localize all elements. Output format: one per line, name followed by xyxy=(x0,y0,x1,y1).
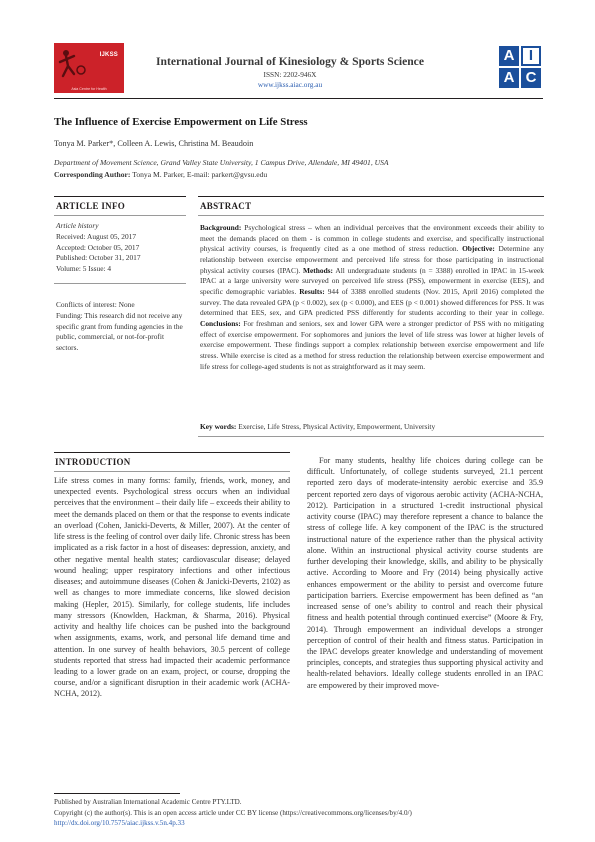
funding-statement: Funding: This research did not receive any specific grant from funding agencies in the public, commercial, or not-for-profit sectors. xyxy=(56,310,183,353)
article-info-heading-rule xyxy=(54,215,186,216)
affiliation: Department of Movement Science, Grand Valley State University, 1 Campus Drive, Allendale, MI 49401, USA xyxy=(54,158,389,167)
article-disclosures xyxy=(56,300,184,354)
aiac-logo-letter: A xyxy=(499,68,519,88)
results-text: 944 of 3388 enrolled students (Nov. 2015, April 2016) completed the survey. The data revealed GPA (p < 0.002), sex (p < 0.000), and EES (p < 0.001) showed differences for PSS. It was determined that EES, sex, and GPA predicted PSS differently for students according to their year in college. xyxy=(200,286,544,318)
journal-issn: ISSN: 2202-946X xyxy=(263,70,317,79)
intro-heading-rule xyxy=(54,471,290,472)
logo-subtext: Asia Centre for Health xyxy=(71,87,107,91)
article-info-heading: ARTICLE INFO xyxy=(56,201,126,211)
objective-label: Objective: xyxy=(462,244,495,254)
aiac-logo-letter: A xyxy=(499,46,519,66)
aiac-logo-letter: I xyxy=(521,46,541,66)
results-label: Results: xyxy=(299,286,325,296)
received-date: Received: August 05, 2017 xyxy=(56,231,137,241)
abstract-top-rule xyxy=(198,196,544,197)
background-text: Psychological stress – when an individual perceives that the environment exceeds their ability to meet the demands placed on them - is common in college students and exercise, and specifically instructional physical activity courses, is frequently cited as a one method of stress reduction. xyxy=(200,223,544,254)
journal-logo-left xyxy=(54,43,124,93)
footer xyxy=(54,797,412,829)
keywords xyxy=(200,422,544,431)
methods-label: Methods: xyxy=(303,265,334,275)
conflicts-of-interest: Conflicts of interest: None xyxy=(56,300,135,309)
keywords-text: Exercise, Life Stress, Physical Activity, Empowerment, University xyxy=(236,422,436,431)
intro-paragraph: Life stress comes in many forms: family, friends, work, money, and unexpected events. Psychological stress occurs when an individual perceives that the environment – their daily life – exceeds their ability to meet the demands placed on them or that the response to events indicate an overload (Cohen, Janicki-Deverts, & Miller, 2007). At the center of life stress is the feeling of control over daily life. Chronic stress has been implicated as a risk factor in a host of diseases: depression, anxiety, and other negative mental health states; cardiovascular disease; delayed wound healing; upper respiratory infections and other infectious diseases; and autoimmune diseases (Cohen & Janicki-Deverts, 2102) as well as changes to more immediate concerns, like slowed decision making (Hepler, 2015). Similarly, for college students, life includes many stressors (Knowlden, Hackman, & Sharma, 2016). Physical activity and healthy life choices can be pushed into the background when assignments, exams, work, and personal life demand time and attention. In one survey of health behaviors, 30.5 percent of college students reported that stress had impacted their academic performance leading to a lower grade on an exam, project, or course, dropping the course, and/or a significant disruption in their academic work (ACHA-NCHA, 2012). xyxy=(54,476,291,699)
volume-issue: Volume: 5 Issue: 4 xyxy=(56,264,112,274)
corresponding-label: Corresponding Author: xyxy=(54,170,131,179)
journal-title: International Journal of Kinesiology & Sports Science xyxy=(156,55,424,68)
journal-website-link[interactable]: www.ijkss.aiac.org.au xyxy=(257,80,323,89)
footer-rule xyxy=(54,793,180,794)
header-divider xyxy=(54,98,543,99)
accepted-date: Accepted: October 05, 2017 xyxy=(56,242,140,252)
author-list: Tonya M. Parker*, Colleen A. Lewis, Christina M. Beaudoin xyxy=(54,139,254,148)
conclusions-text: For freshman and seniors, sex and lower GPA were a stronger predictor of PSS with no mitigating effect of exercise empowerment. For sophomores and juniors the level of life stress was lower at higher levels of exercise empowerment. These findings support a complex relationship between exercise empowerment and life stress. While exercise is cited as a method for stress reduction the relationship between exercise empowerment and life stress for college-aged students is not as straightforward as it may seem. xyxy=(200,318,544,371)
methods-text: All undergraduate students (n = 3388) enrolled in IPAC in 15-week IPAC at a large university were surveyed on perceived life stress (PSS), empowerment in exercise (EES), and specific demographic variables. xyxy=(200,265,544,296)
article-history-label: Article history xyxy=(56,221,99,230)
abstract-body xyxy=(200,223,544,372)
intro-paragraph: For many students, healthy life choices during college can be difficult. Unfortunately, of college students surveyed, 21.1 percent reported zero days of moderate-intensity aerobic exercise and 35.9 percent reported zero days of vigorous aerobic activity (ACHA-NCHA, 2012). Participation in a structured 1-credit instructional physical activity course (IPAC) may therefore represent a chance to balance the stress of college life. A key component of the IPAC is the structured instructional nature of the experience rather than the physical activity alone. Within an instructional physical activity course students are further developing their knowledge, skills, and ability to be physically active. According to Moore and Fry (2014) being physically active enhances empowerment or the ability to persist and overcome future participation barriers. Exercise empowerment has been defined as “an increased sense of one’s ability to control and reach their physical fitness and health potential through continued exercise” (Moore & Fry, 2014). Through empowerment an individual develops a stronger perception of control of their health and fitness status. Participation in the IPAC develops greater knowledge and understanding of movement principles, concepts, and strategies thus supporting physical activity and health-related behaviors. Ideally college students enrolled in an IPAC are empowered by their improved move- xyxy=(307,456,543,690)
background-label: Background: xyxy=(200,223,242,232)
body-column-right xyxy=(307,455,543,691)
keywords-label: Key words: xyxy=(200,422,237,431)
conclusions-label: Conclusions: xyxy=(200,318,241,328)
corresponding-text: Tonya M. Parker, E-mail: parkert@gvsu.edu xyxy=(130,170,268,179)
body-column-left xyxy=(54,475,290,700)
corresponding-author xyxy=(54,170,267,179)
athlete-silhouette-icon xyxy=(57,46,93,82)
objective-text: Determine any relationship between exercise empowerment and perceived life stress for those participating in instructional physical activity courses (IPAC). xyxy=(200,244,544,275)
intro-top-rule xyxy=(54,452,290,453)
aiac-logo xyxy=(499,46,543,90)
article-info-divider xyxy=(54,283,186,284)
article-history xyxy=(56,221,184,275)
aiac-logo-letter: C xyxy=(521,68,541,88)
doi-link[interactable]: http://dx.doi.org/10.7575/aiac.ijkss.v.5n.4p.33 xyxy=(54,819,185,828)
abstract-bottom-rule xyxy=(198,436,544,437)
abstract-heading: ABSTRACT xyxy=(200,201,252,211)
introduction-heading: INTRODUCTION xyxy=(55,457,131,467)
article-info-top-rule xyxy=(54,196,186,197)
logo-text: IJKSS xyxy=(99,52,118,58)
copyright-line: Copyright (c) the author(s). This is an open access article under CC BY license (https://creativecommons.org/licenses/by/4.0/) xyxy=(54,808,412,817)
abstract-heading-rule xyxy=(198,215,544,216)
paper-title: The Influence of Exercise Empowerment on Life Stress xyxy=(54,116,308,128)
published-date: Published: October 31, 2017 xyxy=(56,253,141,263)
publisher-line: Published by Australian International Academic Centre PTY.LTD. xyxy=(54,798,242,806)
